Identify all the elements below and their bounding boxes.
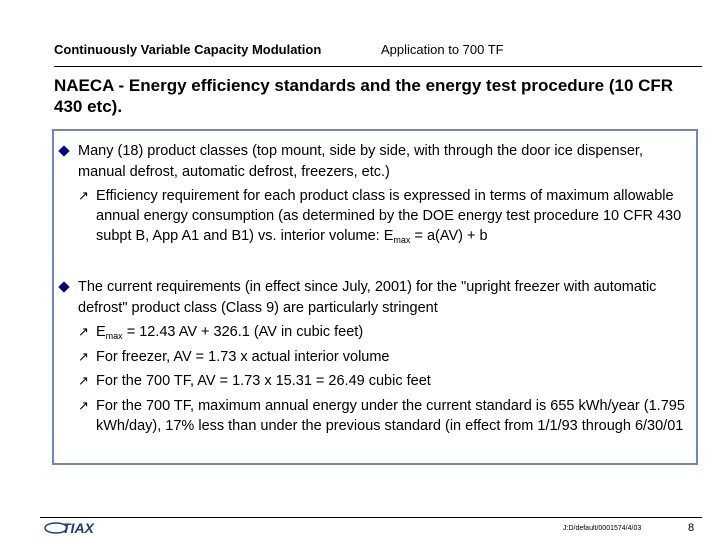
header-divider [54, 66, 702, 67]
subscript: max [393, 235, 411, 245]
page-number: 8 [688, 522, 695, 534]
sub-bullet-text: E [96, 324, 106, 340]
arrow-bullet-icon: ↗ [78, 373, 89, 388]
sub-bullet-text: For freezer, AV = 1.73 x actual interior volume [96, 349, 390, 365]
sub-bullet-item [78, 396, 686, 436]
bullet-item [78, 277, 678, 319]
footer-code: J:D/default/0001574/4/03 [563, 525, 642, 532]
slide-title: NAECA - Energy efficiency standards and the energy test procedure (10 CFR 430 etc). [54, 76, 674, 116]
bullet-text: Many (18) product classes (top mount, side by side, with through the door ice dispenser, manual defrost, automatic defrost, freezers, etc.) [78, 143, 643, 180]
sub-bullet-text: For the 700 TF, maximum annual energy under the current standard is 655 kWh/year (1.795 kWh/day), 17% less than under the previous standard (in effect from 1/1/93 through 6/30/01 [96, 398, 685, 434]
arrow-bullet-icon: ↗ [78, 324, 89, 339]
subscript: max [105, 331, 123, 341]
sub-bullet-item [78, 322, 686, 346]
sub-bullet-text: = 12.43 AV + 326.1 (AV in cubic feet) [122, 324, 364, 340]
footer-divider [40, 517, 702, 518]
sub-bullet-text: Efficiency requirement for each product class is expressed in terms of maximum allowable annual energy consumption (as determined by the DOE energy test procedure 10 CFR 430 subpt B, App A1 and B1) vs. interior volume: E [96, 188, 682, 244]
bullet-item [78, 141, 678, 183]
tiax-logo [44, 518, 114, 538]
content-box [52, 129, 698, 465]
sub-bullet-text: For the 700 TF, AV = 1.73 x 15.31 = 26.49 cubic feet [96, 373, 431, 389]
sub-bullet-text: = a(AV) + b [410, 228, 488, 244]
logo-text: TIAX [62, 520, 94, 536]
arrow-bullet-icon: ↗ [78, 188, 89, 203]
arrow-bullet-icon: ↗ [78, 398, 89, 413]
diamond-bullet-icon [58, 281, 69, 292]
sub-bullet-item [78, 371, 686, 391]
sub-bullet-item [78, 347, 686, 367]
bullet-text: The current requirements (in effect since July, 2001) for the "upright freezer with automatic defrost" product class (Class 9) are particularly stringent [78, 279, 657, 316]
header-right-title: Application to 700 TF [381, 42, 504, 57]
arrow-bullet-icon: ↗ [78, 349, 89, 364]
diamond-bullet-icon [58, 145, 69, 156]
header-left-title: Continuously Variable Capacity Modulation [54, 42, 322, 57]
sub-bullet-item [78, 186, 686, 250]
